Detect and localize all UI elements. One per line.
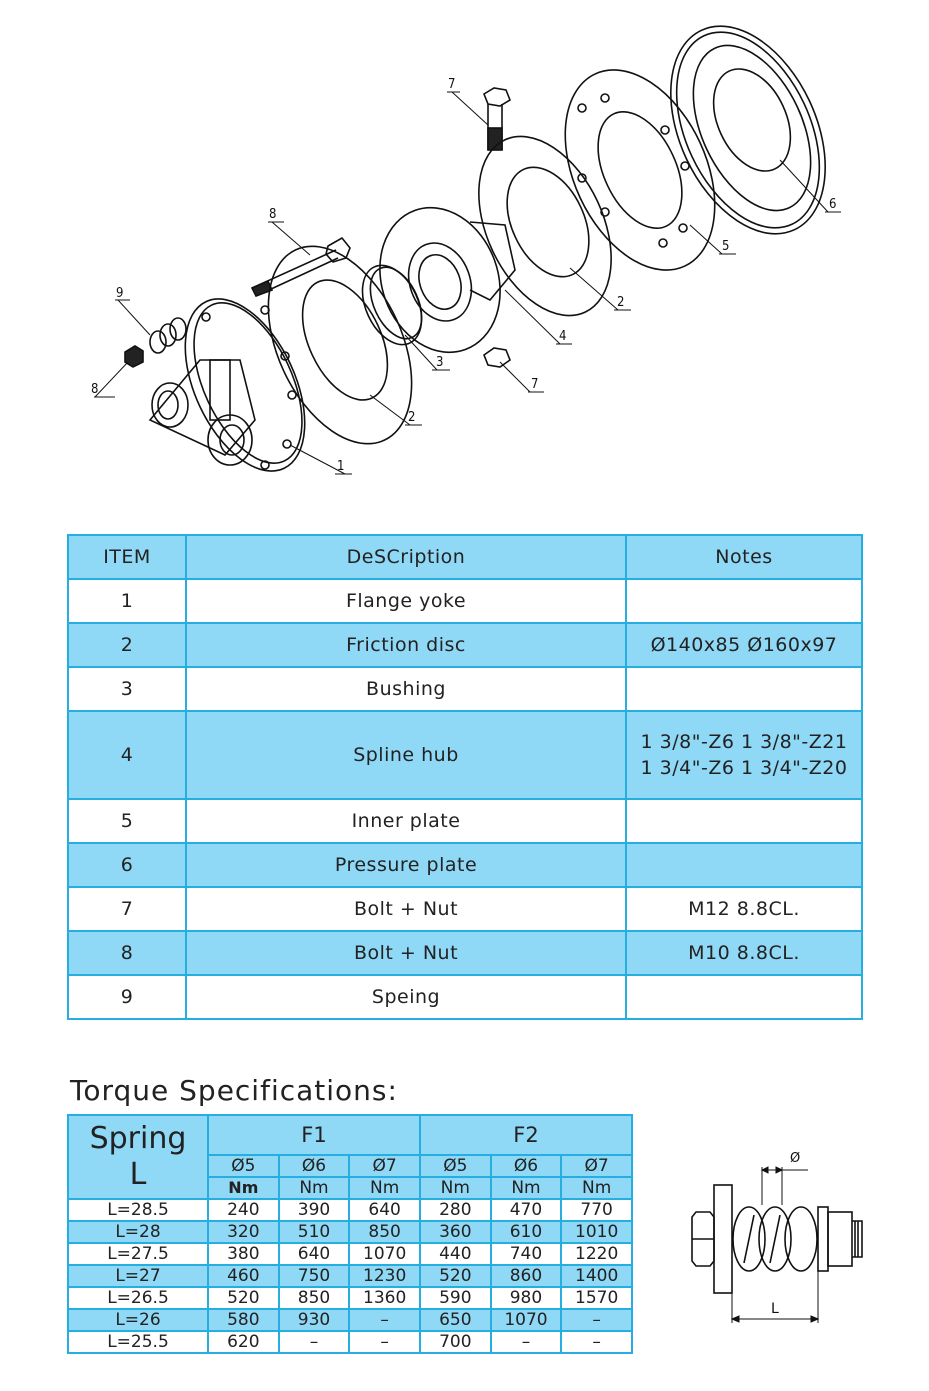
table-row (68, 843, 862, 887)
torque-value: 930 (279, 1309, 350, 1331)
item-notes (626, 799, 862, 843)
item-number: 5 (68, 799, 186, 843)
torque-value: – (349, 1331, 420, 1353)
torque-value: – (561, 1331, 632, 1353)
table-row (68, 1199, 632, 1221)
item-description: Bolt + Nut (186, 887, 626, 931)
torque-value: 740 (491, 1243, 562, 1265)
torque-header-groups (68, 1115, 632, 1155)
item-notes: M10 8.8CL. (626, 931, 862, 975)
notes-line: 1 3/4"-Z6 1 3/4"-Z20 (640, 757, 848, 779)
callout-label: 7 (531, 377, 539, 392)
torque-value: 240 (208, 1199, 279, 1221)
table-row (68, 1221, 632, 1243)
callout-label: 1 (337, 459, 345, 474)
torque-value: – (491, 1331, 562, 1353)
torque-value: 360 (420, 1221, 491, 1243)
diameter-header: Ø6 (491, 1155, 562, 1177)
item-description: Speing (186, 975, 626, 1019)
torque-value: 580 (208, 1309, 279, 1331)
torque-value: 1070 (491, 1309, 562, 1331)
torque-value: 1010 (561, 1221, 632, 1243)
spring-part (150, 318, 186, 353)
header-item: ITEM (68, 535, 186, 579)
unit-header: Nm (491, 1177, 562, 1199)
spring-length: L=27.5 (68, 1243, 208, 1265)
nut-part (125, 346, 143, 367)
small-nut-part (484, 348, 510, 367)
item-description: Friction disc (186, 623, 626, 667)
spring-length: L=25.5 (68, 1331, 208, 1353)
torque-value: 860 (491, 1265, 562, 1287)
callout-label: 2 (408, 410, 416, 425)
spring-label: Spring (89, 1121, 187, 1156)
item-number: 6 (68, 843, 186, 887)
item-description: Flange yoke (186, 579, 626, 623)
item-description: Bolt + Nut (186, 931, 626, 975)
torque-value: 510 (279, 1221, 350, 1243)
diameter-header: Ø6 (279, 1155, 350, 1177)
group-header-f1: F1 (208, 1115, 420, 1155)
torque-value: 520 (420, 1265, 491, 1287)
spring-length: L=27 (68, 1265, 208, 1287)
item-notes: M12 8.8CL. (626, 887, 862, 931)
spring-length: L=26.5 (68, 1287, 208, 1309)
torque-value: 1230 (349, 1265, 420, 1287)
torque-value: 520 (208, 1287, 279, 1309)
table-row (68, 975, 862, 1019)
torque-value: 850 (349, 1221, 420, 1243)
table-row (68, 887, 862, 931)
table-row (68, 931, 862, 975)
item-description: Inner plate (186, 799, 626, 843)
table-row (68, 667, 862, 711)
item-description: Spline hub (186, 711, 626, 799)
torque-table (67, 1114, 633, 1354)
callout-label: 8 (91, 382, 99, 397)
diameter-header: Ø5 (420, 1155, 491, 1177)
item-number: 1 (68, 579, 186, 623)
length-label: L (771, 1301, 779, 1317)
item-number: 3 (68, 667, 186, 711)
torque-value: 380 (208, 1243, 279, 1265)
torque-value: 1220 (561, 1243, 632, 1265)
callout-label: 3 (436, 355, 444, 370)
spring-length-label: L (129, 1157, 147, 1192)
diameter-label: Ø (790, 1151, 801, 1166)
torque-value: 640 (349, 1199, 420, 1221)
item-description: Bushing (186, 667, 626, 711)
table-row (68, 1287, 632, 1309)
torque-value: 1570 (561, 1287, 632, 1309)
item-description: Pressure plate (186, 843, 626, 887)
unit-header: Nm (208, 1177, 279, 1199)
table-row (68, 1243, 632, 1265)
exploded-assembly-diagram (0, 0, 929, 500)
table-row (68, 579, 862, 623)
torque-specifications-title: Torque Specifications: (70, 1074, 398, 1107)
spring-length: L=28.5 (68, 1199, 208, 1221)
torque-value: 770 (561, 1199, 632, 1221)
diameter-header: Ø7 (349, 1155, 420, 1177)
item-notes: Ø140x85 Ø160x97 (626, 623, 862, 667)
item-number: 9 (68, 975, 186, 1019)
torque-value: 640 (279, 1243, 350, 1265)
item-notes (626, 711, 862, 799)
spring-length: L=28 (68, 1221, 208, 1243)
item-notes (626, 975, 862, 1019)
diameter-header: Ø7 (561, 1155, 632, 1177)
table-row (68, 1331, 632, 1353)
item-notes (626, 667, 862, 711)
torque-value: 320 (208, 1221, 279, 1243)
header-notes: Notes (626, 535, 862, 579)
torque-value: 850 (279, 1287, 350, 1309)
table-row (68, 799, 862, 843)
torque-value: – (561, 1309, 632, 1331)
torque-value: 1360 (349, 1287, 420, 1309)
torque-value: 620 (208, 1331, 279, 1353)
pressure-plate-part (640, 2, 856, 259)
unit-header: Nm (279, 1177, 350, 1199)
torque-value: 650 (420, 1309, 491, 1331)
spring-length: L=26 (68, 1309, 208, 1331)
diameter-header: Ø5 (208, 1155, 279, 1177)
parts-table (67, 534, 863, 1020)
spring-dimension-figure (690, 1145, 870, 1335)
unit-header: Nm (349, 1177, 420, 1199)
table-row (68, 1265, 632, 1287)
callout-label: 2 (617, 295, 625, 310)
torque-value: – (349, 1309, 420, 1331)
unit-header: Nm (420, 1177, 491, 1199)
torque-value: 980 (491, 1287, 562, 1309)
item-notes (626, 579, 862, 623)
torque-value: 390 (279, 1199, 350, 1221)
callout-label: 9 (116, 286, 124, 301)
notes-line: 1 3/8"-Z6 1 3/8"-Z21 (640, 731, 848, 753)
torque-value: 470 (491, 1199, 562, 1221)
table-row (68, 623, 862, 667)
item-number: 4 (68, 711, 186, 799)
torque-value: 1070 (349, 1243, 420, 1265)
item-number: 2 (68, 623, 186, 667)
torque-value: 280 (420, 1199, 491, 1221)
torque-value: 1400 (561, 1265, 632, 1287)
item-number: 8 (68, 931, 186, 975)
torque-value: – (279, 1331, 350, 1353)
spring-header (68, 1115, 208, 1199)
table-row (68, 711, 862, 799)
torque-value: 440 (420, 1243, 491, 1265)
callout-label: 5 (722, 239, 730, 254)
unit-header: Nm (561, 1177, 632, 1199)
torque-value: 590 (420, 1287, 491, 1309)
header-description: DeSCription (186, 535, 626, 579)
torque-value: 610 (491, 1221, 562, 1243)
callout-label: 4 (559, 329, 567, 344)
torque-value: 700 (420, 1331, 491, 1353)
callout-label: 8 (269, 207, 277, 222)
short-bolt-part (484, 88, 510, 150)
torque-value: 750 (279, 1265, 350, 1287)
item-notes (626, 843, 862, 887)
inner-plate-part (535, 46, 744, 294)
table-row (68, 1309, 632, 1331)
parts-table-header (68, 535, 862, 579)
torque-value: 460 (208, 1265, 279, 1287)
callout-label: 6 (829, 197, 837, 212)
callout-label: 7 (448, 77, 456, 92)
item-number: 7 (68, 887, 186, 931)
group-header-f2: F2 (420, 1115, 632, 1155)
